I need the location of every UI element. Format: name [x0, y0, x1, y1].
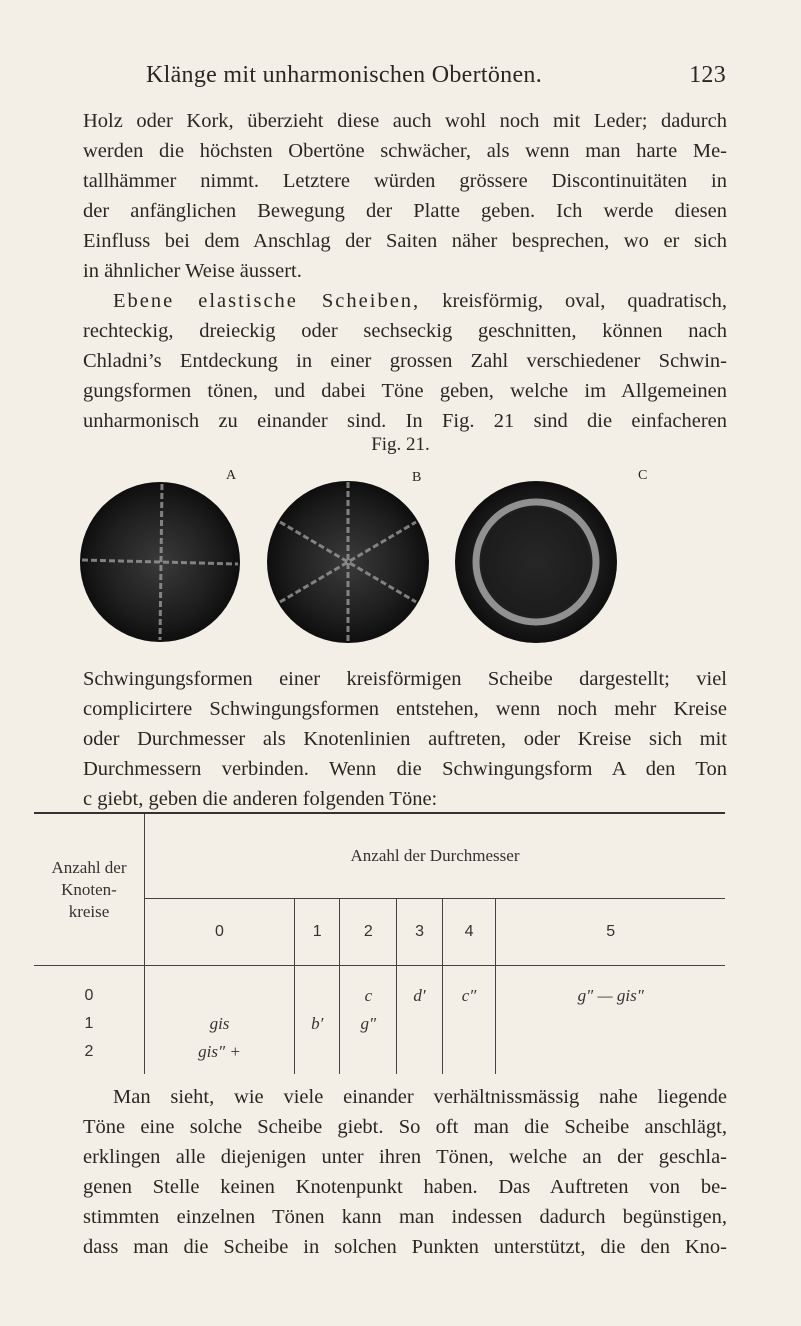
tone-cell [145, 982, 294, 1010]
column-cells-2 [340, 966, 397, 1074]
text-line: c giebt, geben die anderen folgenden Töne: [83, 788, 438, 810]
text-line: werden die höchsten Obertöne schwächer, als wenn man harte Me- [83, 140, 727, 162]
column-header: 3 [397, 899, 442, 966]
column-cells-4 [442, 966, 496, 1074]
table-row [34, 966, 725, 1074]
column-cells-1 [294, 966, 339, 1074]
disc-label-a: A [226, 468, 237, 483]
column-cells-5 [496, 966, 725, 1074]
tone-cell: gis″ + [198, 1042, 241, 1061]
tone-cell: g″ — gis″ [577, 986, 644, 1005]
text-line: Holz oder Kork, überzieht diese auch wohl noch mit Leder; dadurch [83, 110, 727, 132]
tone-cell [496, 1010, 725, 1038]
column-header: 1 [294, 899, 339, 966]
header-title: Klänge mit unharmonischen Obertönen. [146, 62, 543, 88]
text-line: Schwingungsformen einer kreisförmigen Scheibe dargestellt; viel [83, 668, 727, 690]
text-line: Man sieht, wie viele einander verhältnissmässig nahe liegende [113, 1086, 727, 1108]
tone-cell: d′ [413, 986, 426, 1005]
column-group-header: Anzahl der Durchmesser [145, 814, 726, 899]
column-header: 4 [442, 899, 496, 966]
tone-cell: g″ [360, 1014, 377, 1033]
text-line [83, 286, 727, 316]
tone-cell [397, 1010, 441, 1038]
tone-cell [443, 1010, 496, 1038]
running-header [146, 62, 726, 96]
disc-label-c: C [638, 468, 648, 483]
text-line: complicirtere Schwingungsformen entstehen, wenn noch mehr Kreise [83, 698, 727, 720]
text-line: Einfluss bei dem Anschlag der Saiten näher besprechen, wo er sich [83, 230, 727, 252]
text-line: gungsformen tönen, und dabei Töne geben, welche im Allgemeinen [83, 380, 727, 402]
figure-21 [80, 468, 660, 652]
paragraph-1 [83, 106, 727, 286]
row-numbers [34, 966, 145, 1074]
tone-cell: c″ [461, 986, 477, 1005]
paragraph-3 [83, 664, 727, 814]
column-header: 5 [606, 923, 616, 940]
column-header: 2 [340, 899, 397, 966]
column-cells-3 [397, 966, 442, 1074]
tone-table [34, 812, 725, 1074]
text-line: unharmonisch zu einander sind. In Fig. 21 sind die einfacheren [83, 410, 727, 432]
paragraph-2 [83, 286, 727, 436]
figure-caption: Fig. 21. [371, 434, 430, 455]
spaced-term: Ebene elastische Scheiben, [113, 290, 421, 312]
text-line: der anfänglichen Bewegung der Platte geben. Ich werde diesen [83, 200, 727, 222]
text-line: Töne eine solche Scheibe giebt. So oft man die Scheibe anschlägt, [83, 1116, 727, 1138]
text-line: genen Stelle keinen Knotenpunkt haben. Das Auftreten von be- [83, 1176, 727, 1198]
tone-cell [340, 1038, 396, 1066]
disc-c [455, 481, 617, 643]
disc-label-b: B [412, 470, 422, 485]
text-line: stimmten einzelnen Tönen kann man indessen dadurch begünstigen, [83, 1206, 727, 1228]
tone-cell: b′ [311, 1014, 324, 1033]
text-line: Chladni’s Entdeckung in einer grossen Zahl verschiedener Schwin- [83, 350, 727, 372]
text-line: Durchmessern verbinden. Wenn die Schwingungsform A den Ton [83, 758, 727, 780]
chladni-figure [80, 472, 660, 652]
text-line: dass man die Scheibe in solchen Punkten unterstützt, die den Kno- [83, 1236, 727, 1258]
page-number: 123 [689, 62, 726, 88]
row-header-line: kreise [68, 901, 110, 921]
row-number: 1 [84, 1015, 94, 1032]
tone-cell: gis [209, 1014, 230, 1033]
tone-cell [443, 1038, 496, 1066]
tone-cell [295, 1038, 339, 1066]
column-header: 0 [145, 899, 295, 966]
disc-a [80, 482, 240, 642]
row-header-line: Knoten- [61, 879, 117, 899]
tone-cell [496, 1038, 725, 1066]
row-header [34, 814, 145, 966]
tone-cell [295, 982, 339, 1010]
tone-cell: c [364, 986, 373, 1005]
text-line: tallhämmer nimmt. Letztere würden grössere Discontinuitäten in [83, 170, 727, 192]
text-line: erklingen alle diejenigen unter ihren Tönen, welche an der geschla- [83, 1146, 727, 1168]
text-line: oder Durchmesser als Knotenlinien auftreten, oder Kreise sich mit [83, 728, 727, 750]
row-number: 0 [84, 987, 94, 1004]
text-line: in ähnlicher Weise äussert. [83, 260, 302, 282]
row-number: 2 [84, 1043, 94, 1060]
column-cells-0 [145, 966, 295, 1074]
disc-b [267, 481, 429, 643]
tone-cell [397, 1038, 441, 1066]
text-line: rechteckig, dreieckig oder sechseckig geschnitten, können nach [83, 320, 727, 342]
paragraph-4 [83, 1082, 727, 1262]
row-header-line: Anzahl der [51, 857, 127, 877]
text-fragment: kreisförmig, oval, quadratisch, [420, 290, 727, 312]
